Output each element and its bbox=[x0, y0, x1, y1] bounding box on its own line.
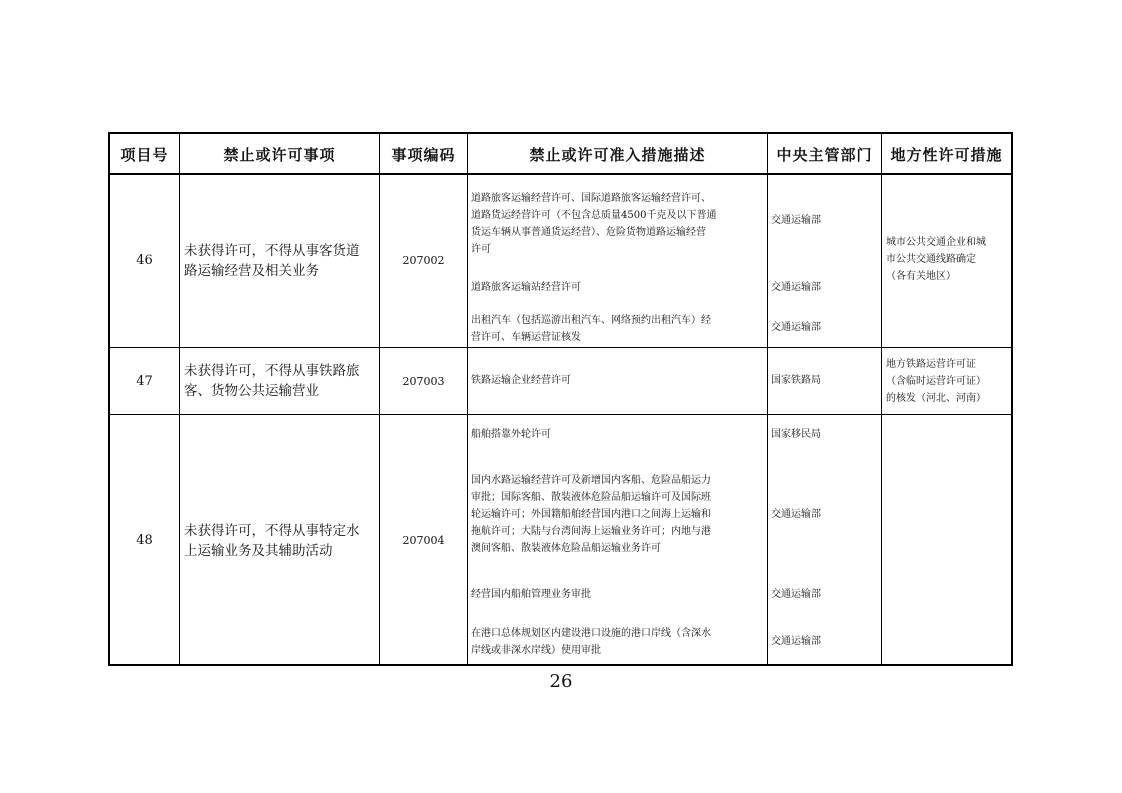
measure-block bbox=[471, 372, 571, 389]
local-line: （各有关地区） bbox=[886, 271, 956, 282]
measure-line: 道路旅客运输站经营许可 bbox=[471, 282, 581, 293]
measure-block bbox=[471, 312, 711, 346]
item-line: 上运输业务及其辅助活动 bbox=[184, 542, 333, 559]
header-item: 禁止或许可事项 bbox=[223, 145, 336, 164]
local-line: （含临时运营许可证） bbox=[886, 376, 986, 387]
item-code: 207002 bbox=[402, 254, 445, 267]
item-line: 未获得许可，不得从事客货道 bbox=[184, 242, 360, 259]
item-cell bbox=[180, 415, 379, 666]
measure-line: 国内水路运输经营许可及新增国内客船、危险品船运力 bbox=[471, 475, 711, 486]
measure-line: 澳间客船、散装液体危险品船运输业务许可 bbox=[471, 543, 661, 554]
item-line: 未获得许可，不得从事特定水 bbox=[184, 522, 360, 539]
measure-line: 岸线或非深水岸线）使用审批 bbox=[471, 645, 601, 656]
measure-line: 轮运输许可；外国籍船舶经营国内港口之间海上运输和 bbox=[471, 509, 711, 520]
measure-block bbox=[471, 625, 711, 659]
measure-line: 道路旅客运输经营许可、国际道路旅客运输经营许可、 bbox=[471, 193, 711, 204]
item-line: 客、货物公共运输营业 bbox=[184, 383, 319, 399]
column-divider bbox=[767, 134, 768, 664]
regulation-table bbox=[108, 132, 1013, 666]
department: 交通运输部 bbox=[771, 589, 821, 600]
measure-line: 营许可、车辆运营证核发 bbox=[471, 332, 581, 343]
row-number: 48 bbox=[136, 533, 153, 548]
department: 交通运输部 bbox=[771, 509, 821, 520]
row-number: 47 bbox=[136, 373, 153, 389]
column-divider bbox=[467, 134, 468, 664]
local-line: 城市公共交通企业和城 bbox=[886, 237, 986, 248]
department: 国家移民局 bbox=[771, 429, 821, 440]
department: 交通运输部 bbox=[771, 282, 821, 293]
local-line: 市公共交通线路确定 bbox=[886, 254, 976, 265]
item-line: 未获得许可，不得从事铁路旅 bbox=[184, 363, 360, 379]
measure-block bbox=[471, 279, 581, 296]
item-cell bbox=[180, 348, 379, 414]
item-line: 路运输经营及相关业务 bbox=[184, 262, 319, 279]
local-measure bbox=[886, 356, 986, 407]
measure-line: 经营国内船舶管理业务审批 bbox=[471, 589, 591, 600]
measure-line: 拖航许可；大陆与台湾间海上运输业务许可；内地与港 bbox=[471, 526, 711, 537]
local-line: 地方铁路运营许可证 bbox=[886, 359, 976, 370]
measure-block bbox=[471, 472, 711, 557]
measure-line: 铁路运输企业经营许可 bbox=[471, 375, 571, 386]
measure-line: 审批；国际客船、散装液体危险品船运输许可及国际班 bbox=[471, 492, 711, 503]
department: 国家铁路局 bbox=[771, 375, 821, 386]
measure-line: 在港口总体规划区内建设港口设施的港口岸线（含深水 bbox=[471, 628, 711, 639]
header-project-number: 项目号 bbox=[120, 145, 169, 164]
measure-line: 许可 bbox=[471, 244, 491, 255]
measure-block bbox=[471, 586, 591, 603]
header-measures: 禁止或许可准入措施描述 bbox=[529, 145, 706, 164]
item-cell bbox=[180, 174, 379, 347]
department: 交通运输部 bbox=[771, 636, 821, 647]
measure-block bbox=[471, 426, 551, 443]
local-line: 的核发（河北、河南） bbox=[886, 393, 986, 404]
measure-block bbox=[471, 190, 716, 258]
measure-line: 货运车辆从事普通货运经营）、危险货物道路运输经营 bbox=[471, 227, 706, 238]
page-number: 26 bbox=[549, 671, 573, 692]
row-number: 46 bbox=[136, 253, 153, 268]
item-code: 207004 bbox=[402, 534, 445, 547]
column-divider bbox=[881, 134, 882, 664]
measure-line: 出租汽车（包括巡游出租汽车、网络预约出租汽车）经 bbox=[471, 315, 711, 326]
department: 交通运输部 bbox=[771, 215, 821, 226]
header-local-measure: 地方性许可措施 bbox=[890, 145, 1003, 164]
local-measure bbox=[886, 234, 986, 285]
measure-line: 船舶搭靠外轮许可 bbox=[471, 429, 551, 440]
header-department: 中央主管部门 bbox=[776, 145, 873, 164]
header-code: 事项编码 bbox=[391, 145, 456, 164]
item-code: 207003 bbox=[402, 374, 445, 388]
department: 交通运输部 bbox=[771, 322, 821, 333]
measure-line: 道路货运经营许可（不包含总质量4500千克及以下普通 bbox=[471, 210, 717, 221]
